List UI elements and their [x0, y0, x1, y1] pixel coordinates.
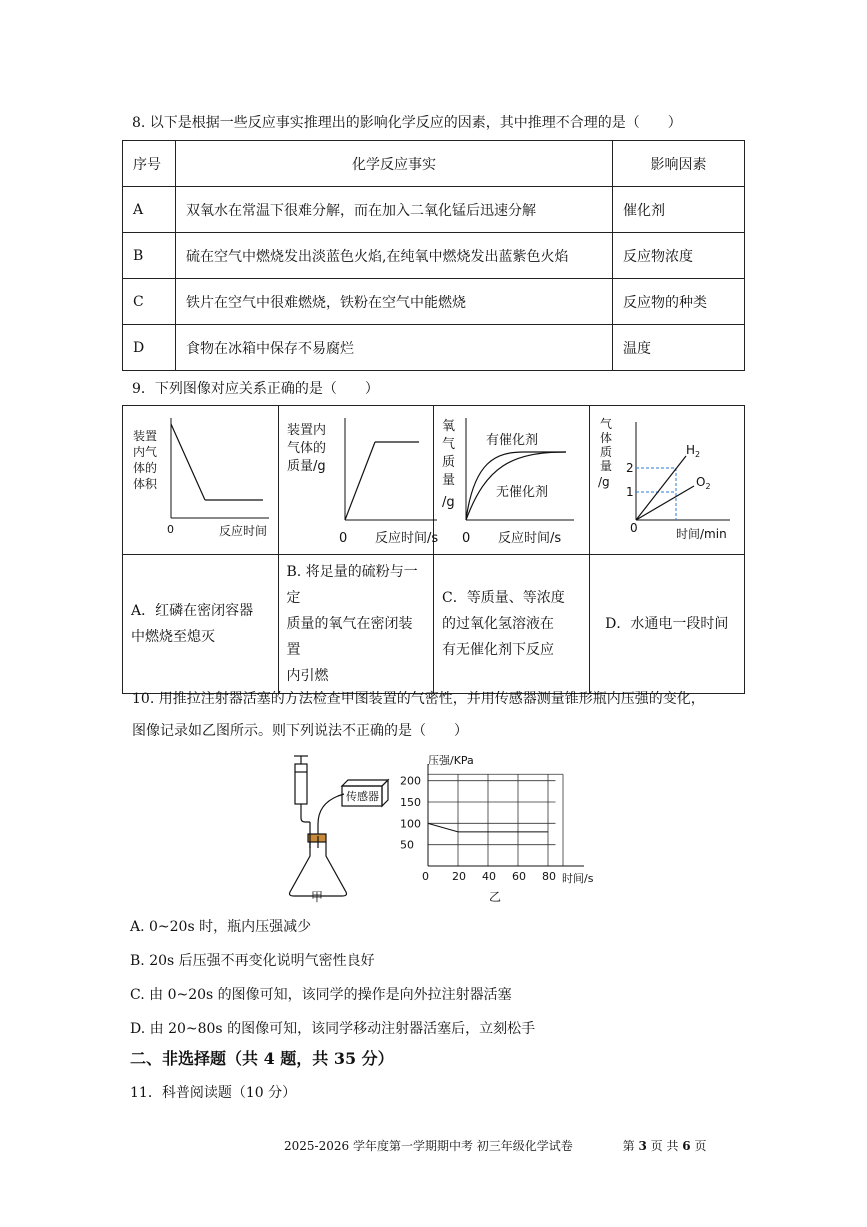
row-fact: 铁片在空气中很难燃烧，铁粉在空气中能燃烧: [176, 279, 613, 325]
y-tick-label: 200: [400, 774, 421, 788]
option-line: 内引燃: [286, 668, 329, 684]
row-factor: 催化剂: [613, 187, 745, 233]
x-tick-label: 40: [482, 870, 496, 883]
graph-d-ylabel: 体: [599, 431, 612, 445]
q10-stem-line1: 10. 用推拉注射器活塞的方法检查甲图装置的气密性，并用传感器测量锥形瓶内压强的变化，: [132, 691, 705, 707]
x-tick-label: 0: [422, 870, 429, 883]
graph-a-ylabel: 体积: [133, 477, 158, 491]
x-tick-label: 80: [542, 870, 556, 883]
graph-row: [123, 406, 745, 555]
graph-a-xlabel: 反应时间: [219, 524, 268, 538]
graph-d-ylabel: 量: [599, 459, 612, 473]
graph-d-xlabel: 时间/min: [675, 527, 727, 541]
option-line: 的过氧化氢溶液在: [442, 616, 554, 632]
option-line: A．红磷在密闭容器: [131, 603, 254, 619]
option-line: 质量的氧气在密闭装置: [286, 616, 413, 658]
graph-cell-b: [278, 406, 438, 555]
graph-b-curve: [345, 442, 375, 520]
row-id: D: [123, 325, 176, 371]
q10-stem-line2: 图像记录如乙图所示。则下列说法不正确的是（ ）: [132, 723, 468, 739]
h2-line: [636, 456, 686, 520]
table-row: [123, 325, 745, 371]
row-factor: 反应物的种类: [613, 279, 745, 325]
chart-ylabel: 压强/KPa: [428, 754, 474, 767]
row-fact: 硫在空气中燃烧发出淡蓝色火焰,在纯氧中燃烧发出蓝紫色火焰: [176, 233, 613, 279]
page-footer: [284, 1137, 706, 1154]
pressure-chart: [398, 754, 598, 904]
h2-label: $H_2$: [685, 443, 700, 459]
row-id: A: [123, 187, 176, 233]
option-line: C．等质量、等浓度: [442, 590, 565, 606]
row-id: C: [123, 279, 176, 325]
option-line: 中燃烧至熄灭: [131, 629, 215, 645]
table-header-row: [123, 141, 745, 187]
q9-stem: 9．下列图像对应关系正确的是（ ）: [132, 381, 379, 397]
header-cell: 化学反应事实: [176, 141, 613, 187]
tick-label: 2: [625, 461, 634, 475]
option-line: 有无催化剂下反应: [442, 642, 554, 658]
curve-label-without-catalyst: 无催化剂: [496, 485, 549, 500]
graph-c-ylabel: 质: [442, 455, 456, 470]
sensor-box-side: [382, 780, 388, 806]
graph-a: [123, 406, 278, 554]
syringe-barrel: [295, 764, 307, 804]
graph-d: [590, 406, 737, 554]
graph-b-xlabel: 反应时间/s: [374, 531, 438, 546]
option-a: [123, 555, 279, 694]
o2-label: $O_2$: [695, 475, 711, 491]
q10-option-b: B. 20s 后压强不再变化说明气密性良好: [130, 953, 375, 969]
option-d: [589, 555, 745, 694]
row-id: B: [123, 233, 176, 279]
graph-d-ylabel: 气: [599, 417, 612, 431]
header-cell: 序号: [123, 141, 176, 187]
section-heading: 二、非选择题（共 4 题，共 35 分）: [130, 1049, 394, 1068]
figure-caption-jia: 甲: [311, 890, 324, 904]
chart-xlabel: 时间/s: [562, 872, 594, 885]
sensor-box-top: [342, 780, 388, 786]
row-factor: 温度: [613, 325, 745, 371]
q9-table: [122, 405, 745, 694]
y-tick-label: 100: [400, 817, 421, 831]
q11-stem: 11．科普阅读题（10 分）: [130, 1085, 297, 1101]
o2-line: [636, 486, 694, 520]
figure-caption-yi: 乙: [489, 890, 502, 904]
graph-b: [279, 406, 456, 554]
graph-c-ylabel: 氧: [442, 419, 456, 434]
q10-option-c: C. 由 0~20s 的图像可知，该同学的操作是向外拉注射器活塞: [130, 987, 512, 1003]
graph-b-origin: 0: [338, 531, 347, 546]
y-tick-label: 50: [400, 838, 414, 852]
table-row: [123, 279, 745, 325]
x-tick-label: 20: [452, 870, 466, 883]
sensor-label: 传感器: [346, 790, 379, 803]
graph-c-ylabel: 气: [442, 437, 456, 452]
graph-a-ylabel: 内气: [133, 445, 158, 459]
graph-cell-a: [123, 406, 279, 555]
graph-c-origin: 0: [462, 531, 471, 546]
graph-b-ylabel: 装置内: [286, 423, 326, 438]
tick-label: 1: [625, 485, 634, 499]
q8-table: [122, 140, 745, 371]
option-line: D．水通电一段时间: [605, 616, 729, 632]
q10-option-a: A. 0~20s 时，瓶内压强减少: [130, 919, 312, 935]
graph-cell-d: [589, 406, 745, 555]
apparatus-figure: [278, 752, 402, 902]
graph-cell-c: [434, 406, 590, 555]
option-line: B. 将足量的硫粉与一定: [286, 564, 418, 606]
page-number: 第 3 页 共 6 页: [622, 1139, 707, 1153]
graph-b-ylabel: 质量/g: [286, 459, 326, 474]
graph-d-ylabel: 质: [599, 445, 612, 459]
graph-a-ylabel: 装置: [133, 429, 158, 443]
graph-d-ylabel: /g: [597, 475, 610, 489]
graph-a-curve: [171, 424, 205, 500]
row-fact: 双氧水在常温下很难分解，而在加入二氧化锰后迅速分解: [176, 187, 613, 233]
sensor-tube: [318, 794, 344, 836]
graph-a-ylabel: 体的: [133, 461, 158, 475]
table-row: [123, 187, 745, 233]
graph-a-origin: 0: [167, 523, 174, 536]
graph-d-origin: 0: [629, 521, 638, 535]
graph-b-ylabel: 气体的: [286, 441, 326, 456]
option-c: [434, 555, 590, 694]
q10-option-d: D. 由 20~80s 的图像可知，该同学移动注射器活塞后，立刻松手: [130, 1021, 536, 1037]
options-row: [123, 555, 745, 694]
curve-label-with-catalyst: 有催化剂: [486, 433, 539, 448]
x-tick-label: 60: [512, 870, 526, 883]
q8-stem: 8. 以下是根据一些反应事实推理出的影响化学反应的因素，其中推理不合理的是（ ）: [132, 115, 682, 131]
table-row: [123, 233, 745, 279]
option-b: [278, 555, 434, 694]
connecting-tube: [301, 810, 310, 822]
row-fact: 食物在冰箱中保存不易腐烂: [176, 325, 613, 371]
graph-c-ylabel: /g: [442, 495, 455, 510]
header-cell: 影响因素: [613, 141, 745, 187]
graph-c-ylabel: 量: [442, 473, 456, 488]
footer-title: 2025-2026 学年度第一学期期中考 初三年级化学试卷: [284, 1139, 573, 1153]
graph-c-xlabel: 反应时间/s: [498, 531, 562, 546]
y-tick-label: 150: [400, 796, 421, 809]
rubber-stopper: [308, 834, 326, 842]
row-factor: 反应物浓度: [613, 233, 745, 279]
graph-c: [434, 406, 579, 554]
